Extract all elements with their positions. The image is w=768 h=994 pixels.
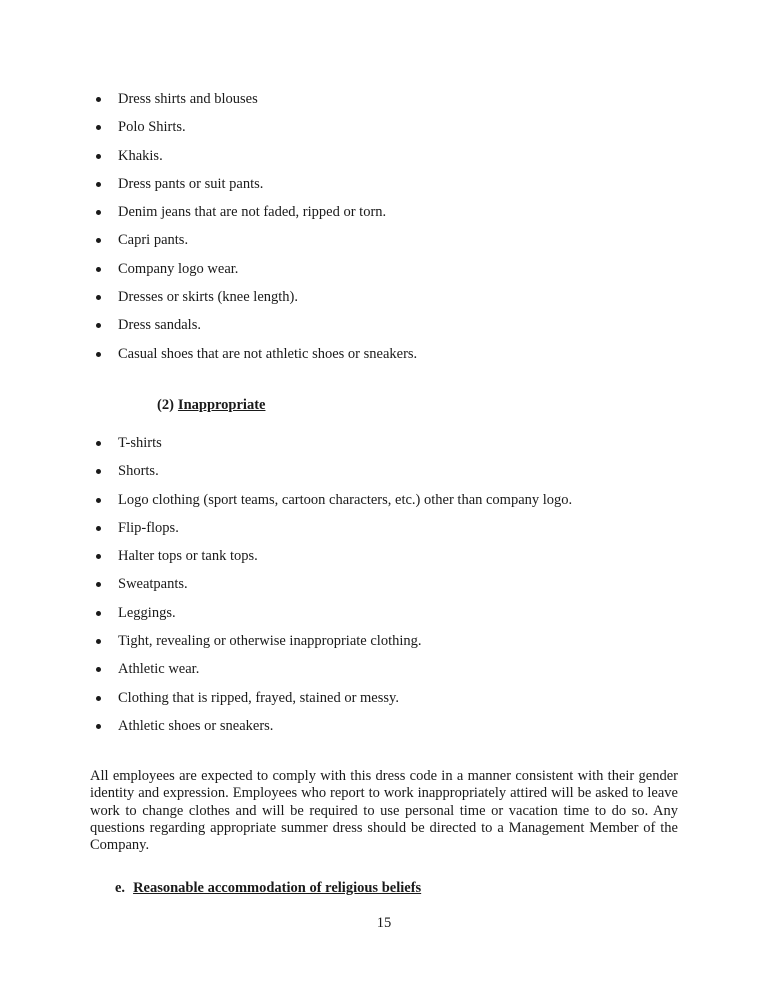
inappropriate-subheading xyxy=(157,396,265,414)
list-item xyxy=(94,231,417,259)
section-letter: e. xyxy=(115,880,126,896)
list-item-text: T-shirts xyxy=(118,435,162,451)
subheading-number: (2) xyxy=(157,397,174,413)
list-item-text: Leggings. xyxy=(118,604,176,621)
list-item-text: Logo clothing (sport teams, cartoon characters, etc.) other than company logo. xyxy=(118,491,573,508)
list-item xyxy=(94,288,417,316)
bullet-icon xyxy=(96,210,101,215)
list-item xyxy=(94,519,572,547)
list-item-text: Dress shirts and blouses xyxy=(118,91,258,107)
list-item xyxy=(94,175,417,203)
bullet-icon xyxy=(96,182,101,187)
list-item xyxy=(94,660,572,688)
list-item xyxy=(94,260,417,288)
list-item xyxy=(94,345,417,373)
bullet-icon xyxy=(96,696,101,701)
list-item-text: Capri pants. xyxy=(118,232,189,249)
list-item-text: Company logo wear. xyxy=(118,260,239,277)
list-item-text: Clothing that is ripped, frayed, stained or messy. xyxy=(118,689,399,706)
list-item-text: Dress pants or suit pants. xyxy=(118,175,264,192)
bullet-icon xyxy=(96,267,101,272)
list-item xyxy=(94,689,572,717)
bullet-icon xyxy=(96,469,101,474)
bullet-icon xyxy=(96,238,101,243)
list-item xyxy=(94,575,572,603)
list-item xyxy=(94,434,572,462)
list-item xyxy=(94,203,417,231)
bullet-icon xyxy=(96,352,101,357)
bullet-icon xyxy=(96,295,101,300)
list-item xyxy=(94,491,572,519)
list-item-text: Denim jeans that are not faded, ripped or torn. xyxy=(118,204,387,221)
list-item xyxy=(94,118,417,146)
page-number: 15 xyxy=(376,915,392,931)
list-item xyxy=(94,604,572,632)
bullet-icon xyxy=(96,724,101,729)
list-item xyxy=(94,316,417,344)
list-item-text: Athletic shoes or sneakers. xyxy=(118,717,274,734)
appropriate-dress-list xyxy=(94,90,417,373)
list-item-text: Dress sandals. xyxy=(118,317,201,334)
bullet-icon xyxy=(96,554,101,559)
bullet-icon xyxy=(96,125,101,130)
list-item-text: Polo Shirts. xyxy=(118,119,186,136)
bullet-icon xyxy=(96,97,101,102)
section-title: Reasonable accommodation of religious beliefs xyxy=(133,880,422,896)
list-item xyxy=(94,547,572,575)
list-item-text: Shorts. xyxy=(118,463,159,480)
bullet-icon xyxy=(96,611,101,616)
list-item xyxy=(94,717,572,745)
bullet-icon xyxy=(96,582,101,587)
section-heading xyxy=(115,879,421,897)
bullet-icon xyxy=(96,441,101,446)
bullet-icon xyxy=(96,639,101,644)
list-item-text: Athletic wear. xyxy=(118,661,200,678)
list-item xyxy=(94,90,417,118)
list-item-text: Halter tops or tank tops. xyxy=(118,548,258,565)
bullet-icon xyxy=(96,667,101,672)
bullet-icon xyxy=(96,323,101,328)
compliance-paragraph: All employees are expected to comply with this dress code in a manner consistent with their gender identity and expression. Employees who report to work inappropriately attired will be asked to leave work to change clothes and will be required to use personal time or vacation time to do so. Any questions regarding appropriate summer dress should be directed to a Management Member of the Company. xyxy=(90,768,678,854)
list-item xyxy=(94,462,572,490)
list-item-text: Sweatpants. xyxy=(118,576,188,593)
bullet-icon xyxy=(96,498,101,503)
inappropriate-dress-list xyxy=(94,434,572,745)
list-item-text: Tight, revealing or otherwise inappropriate clothing. xyxy=(118,633,422,650)
list-item xyxy=(94,632,572,660)
list-item-text: Khakis. xyxy=(118,147,163,164)
list-item xyxy=(94,147,417,175)
subheading-title: Inappropriate xyxy=(177,397,266,413)
bullet-icon xyxy=(96,526,101,531)
bullet-icon xyxy=(96,154,101,159)
list-item-text: Dresses or skirts (knee length). xyxy=(118,289,298,306)
list-item-text: Casual shoes that are not athletic shoes or sneakers. xyxy=(118,345,418,362)
list-item-text: Flip-flops. xyxy=(118,519,179,536)
